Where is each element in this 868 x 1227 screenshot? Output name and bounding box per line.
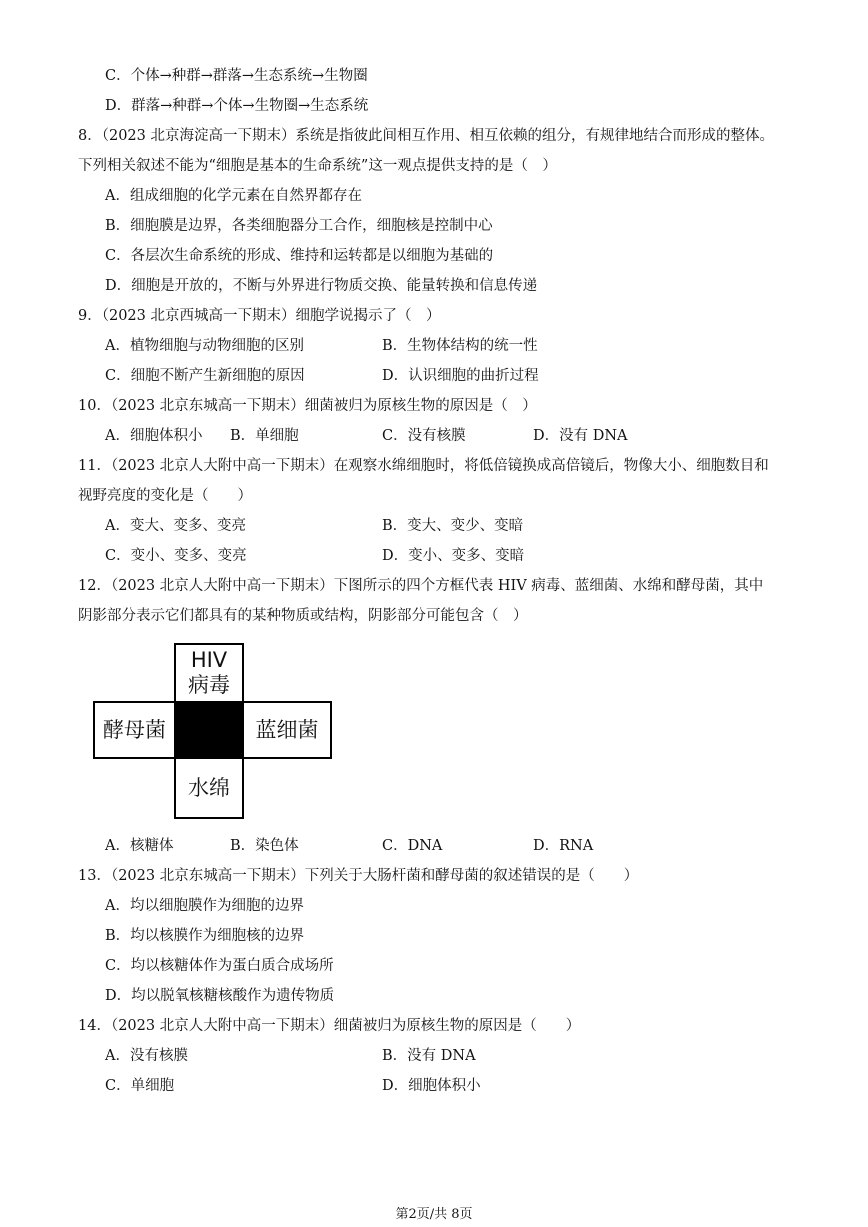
box-hiv-label-line2: 病毒	[188, 673, 230, 697]
q13-stem: 13．（2023 北京东城高一下期末）下列关于大肠杆菌和酵母菌的叙述错误的是（ ）	[78, 868, 639, 884]
q9-stem: 9．（2023 北京西城高一下期末）细胞学说揭示了（ ）	[78, 308, 441, 324]
q10-option-d: D．没有 DNA	[533, 428, 628, 444]
q12-option-c: C．DNA	[382, 838, 443, 854]
q11-option-b: B．变大、变少、变暗	[382, 518, 524, 534]
q14-option-b: B．没有 DNA	[382, 1048, 476, 1064]
q11-stem-line2: 视野亮度的变化是（ ）	[78, 488, 252, 504]
box-cyanobacteria	[242, 701, 332, 759]
q7-option-d: D．群落→种群→个体→生物圈→生态系统	[105, 98, 369, 114]
box-yeast-label: 酵母菌	[103, 717, 166, 742]
q8-stem-line2: 下列相关叙述不能为“细胞是基本的生命系统”这一观点提供支持的是（ ）	[78, 158, 557, 174]
q9-option-b: B．生物体结构的统一性	[382, 338, 538, 354]
q12-stem-line1: 12．（2023 北京人大附中高一下期末）下图所示的四个方框代表 HIV 病毒、蓝细菌、水绵和酵母菌，其中	[78, 578, 764, 594]
q13-option-c: C．均以核糖体作为蛋白质合成场所	[105, 958, 334, 974]
q10-option-b: B．单细胞	[230, 428, 299, 444]
q13-option-a: A．均以细胞膜作为细胞的边界	[105, 898, 304, 914]
box-cyanobacteria-label: 蓝细菌	[255, 717, 319, 742]
q14-option-d: D．细胞体积小	[382, 1078, 481, 1094]
q10-option-c: C．没有核膜	[382, 428, 466, 444]
q12-option-d: D．RNA	[533, 838, 594, 854]
q12-option-a: A．核糖体	[105, 838, 174, 854]
q11-option-d: D．变小、变多、变暗	[382, 548, 525, 564]
q8-option-c: C．各层次生命系统的形成、维持和运转都是以细胞为基础的	[105, 248, 494, 264]
q9-option-a: A．植物细胞与动物细胞的区别	[105, 338, 304, 354]
q12-stem-line2: 阴影部分表示它们都具有的某种物质或结构，阴影部分可能包含（ ）	[78, 608, 528, 624]
q9-option-d: D．认识细胞的曲折过程	[382, 368, 539, 384]
q10-option-a: A．细胞体积小	[105, 428, 203, 444]
q13-option-b: B．均以核膜作为细胞核的边界	[105, 928, 305, 944]
q11-option-a: A．变大、变多、变亮	[105, 518, 246, 534]
q10-stem: 10．（2023 北京东城高一下期末）细菌被归为原核生物的原因是（ ）	[78, 398, 537, 414]
q14-stem: 14．（2023 北京人大附中高一下期末）细菌被归为原核生物的原因是（ ）	[78, 1018, 581, 1034]
box-spirogyra	[174, 757, 244, 819]
q14-option-c: C．单细胞	[105, 1078, 175, 1094]
q9-option-c: C．细胞不断产生新细胞的原因	[105, 368, 305, 384]
q12-option-b: B．染色体	[230, 838, 299, 854]
box-spirogyra-label: 水绵	[188, 775, 230, 800]
q8-stem-line1: 8．（2023 北京海淀高一下期末）系统是指彼此间相互作用、相互依赖的组分，有规律地结合而形成的整体。	[78, 128, 774, 144]
shaded-overlap	[174, 701, 244, 759]
q11-option-c: C．变小、变多、变亮	[105, 548, 247, 564]
q8-option-a: A．组成细胞的化学元素在自然界都存在	[105, 188, 362, 204]
q11-stem-line1: 11．（2023 北京人大附中高一下期末）在观察水绵细胞时，将低倍镜换成高倍镜后，物像大小、细胞数目和	[78, 458, 769, 474]
cross-diagram	[93, 643, 333, 819]
q7-option-c: C．个体→种群→群落→生态系统→生物圈	[105, 68, 368, 84]
q8-option-b: B．细胞膜是边界，各类细胞器分工合作，细胞核是控制中心	[105, 218, 493, 234]
q8-option-d: D．细胞是开放的，不断与外界进行物质交换、能量转换和信息传递	[105, 278, 538, 294]
box-yeast	[93, 701, 176, 759]
box-hiv-label-line1: HIV	[190, 648, 228, 672]
q14-option-a: A．没有核膜	[105, 1048, 188, 1064]
page-number-footer: 第2页/共 8页	[395, 1207, 473, 1222]
q13-option-d: D．均以脱氧核糖核酸作为遗传物质	[105, 988, 335, 1004]
box-hiv-virus	[174, 643, 244, 703]
